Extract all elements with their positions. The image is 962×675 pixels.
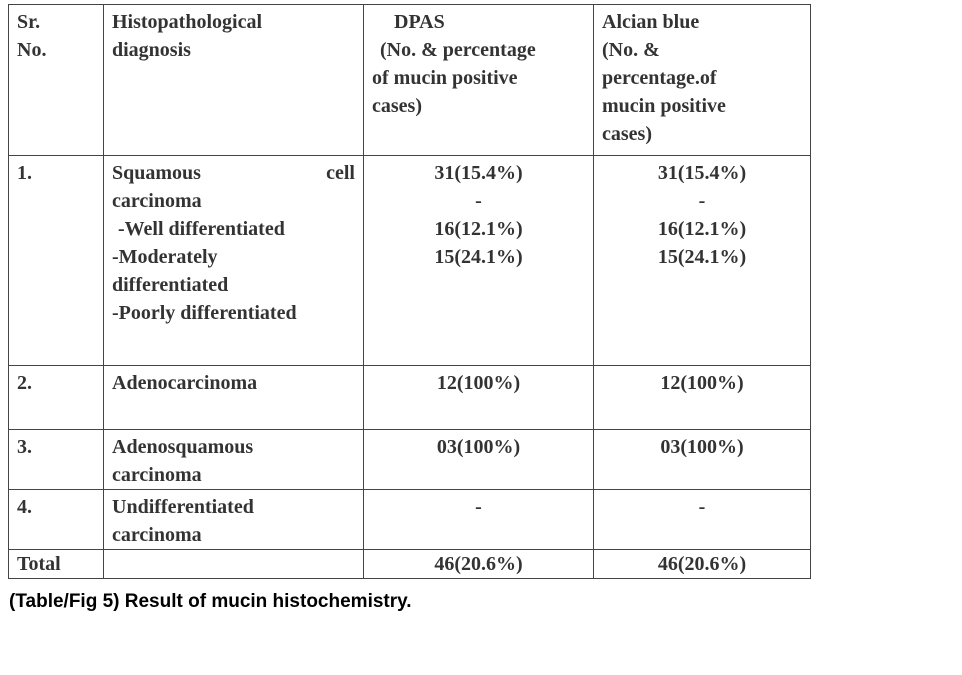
- row-alcian: 03(100%): [594, 430, 811, 490]
- alcian-value: 31(15.4%): [657, 162, 747, 184]
- alcian-value: 15(24.1%): [657, 246, 747, 268]
- diagnosis-line: -Poorly differentiated: [112, 302, 297, 324]
- dpas-value: 16(12.1%): [434, 218, 523, 240]
- diagnosis-word: Squamous: [112, 162, 201, 184]
- header-row: [9, 5, 811, 156]
- diagnosis-word: cell: [326, 162, 355, 184]
- row-alcian: -: [594, 490, 811, 550]
- header-dpas-line: (No. & percentage: [380, 39, 536, 61]
- total-empty-cell: [104, 550, 364, 579]
- row-diagnosis: [104, 156, 364, 366]
- row-alcian: [594, 156, 811, 366]
- diagnosis-line: carcinoma: [112, 524, 202, 546]
- row-srno: 4.: [9, 490, 104, 550]
- row-dpas: 12(100%): [364, 366, 594, 430]
- row-dpas: 03(100%): [364, 430, 594, 490]
- header-dpas: [364, 5, 594, 156]
- diagnosis-line: Adenosquamous: [112, 436, 254, 458]
- row-alcian: 12(100%): [594, 366, 811, 430]
- total-alcian: 46(20.6%): [594, 550, 811, 579]
- header-alcian-line: Alcian blue: [602, 11, 700, 33]
- header-diagnosis: [104, 5, 364, 156]
- row-srno: 2.: [9, 366, 104, 430]
- header-diagnosis-line: diagnosis: [112, 39, 191, 61]
- header-alcian-line: mucin positive: [602, 95, 726, 117]
- row-diagnosis: [104, 430, 364, 490]
- table-row: [9, 490, 811, 550]
- diagnosis-line: Undifferentiated: [112, 496, 254, 518]
- row-diagnosis: [104, 490, 364, 550]
- alcian-value: -: [698, 190, 706, 212]
- mucin-histochemistry-table: [8, 4, 811, 579]
- diagnosis-line: -Moderately: [112, 246, 218, 268]
- dpas-value: 31(15.4%): [434, 162, 523, 184]
- header-alcian-line: cases): [602, 123, 652, 145]
- diagnosis-line: Adenocarcinoma: [112, 372, 258, 394]
- diagnosis-first-line: [112, 159, 355, 187]
- header-srno-line: No.: [17, 39, 47, 61]
- dpas-value: 15(24.1%): [434, 246, 523, 268]
- table-caption: (Table/Fig 5) Result of mucin histochemistry.: [9, 591, 412, 612]
- diagnosis-line: carcinoma: [112, 464, 202, 486]
- table-row: [9, 156, 811, 366]
- row-dpas: -: [364, 490, 594, 550]
- header-srno: [9, 5, 104, 156]
- header-alcian-line: (No. &: [602, 39, 660, 61]
- diagnosis-line: carcinoma: [112, 190, 202, 212]
- header-alcian: [594, 5, 811, 156]
- header-alcian-line: percentage.of: [602, 67, 717, 89]
- diagnosis-line: -Well differentiated: [118, 218, 285, 240]
- table-row: [9, 366, 811, 430]
- total-dpas: 46(20.6%): [364, 550, 594, 579]
- total-label: Total: [9, 550, 104, 579]
- header-dpas-line: cases): [372, 95, 422, 117]
- total-row: [9, 550, 811, 579]
- header-dpas-line: of mucin positive: [372, 67, 518, 89]
- row-diagnosis: [104, 366, 364, 430]
- dpas-value: -: [475, 190, 482, 212]
- header-dpas-line: DPAS: [394, 11, 445, 33]
- header-diagnosis-line: Histopathological: [112, 11, 263, 33]
- header-srno-line: Sr.: [17, 11, 41, 33]
- row-srno: 1.: [9, 156, 104, 366]
- diagnosis-line: differentiated: [112, 274, 229, 296]
- row-dpas: [364, 156, 594, 366]
- table-row: [9, 430, 811, 490]
- row-srno: 3.: [9, 430, 104, 490]
- alcian-value: 16(12.1%): [657, 218, 747, 240]
